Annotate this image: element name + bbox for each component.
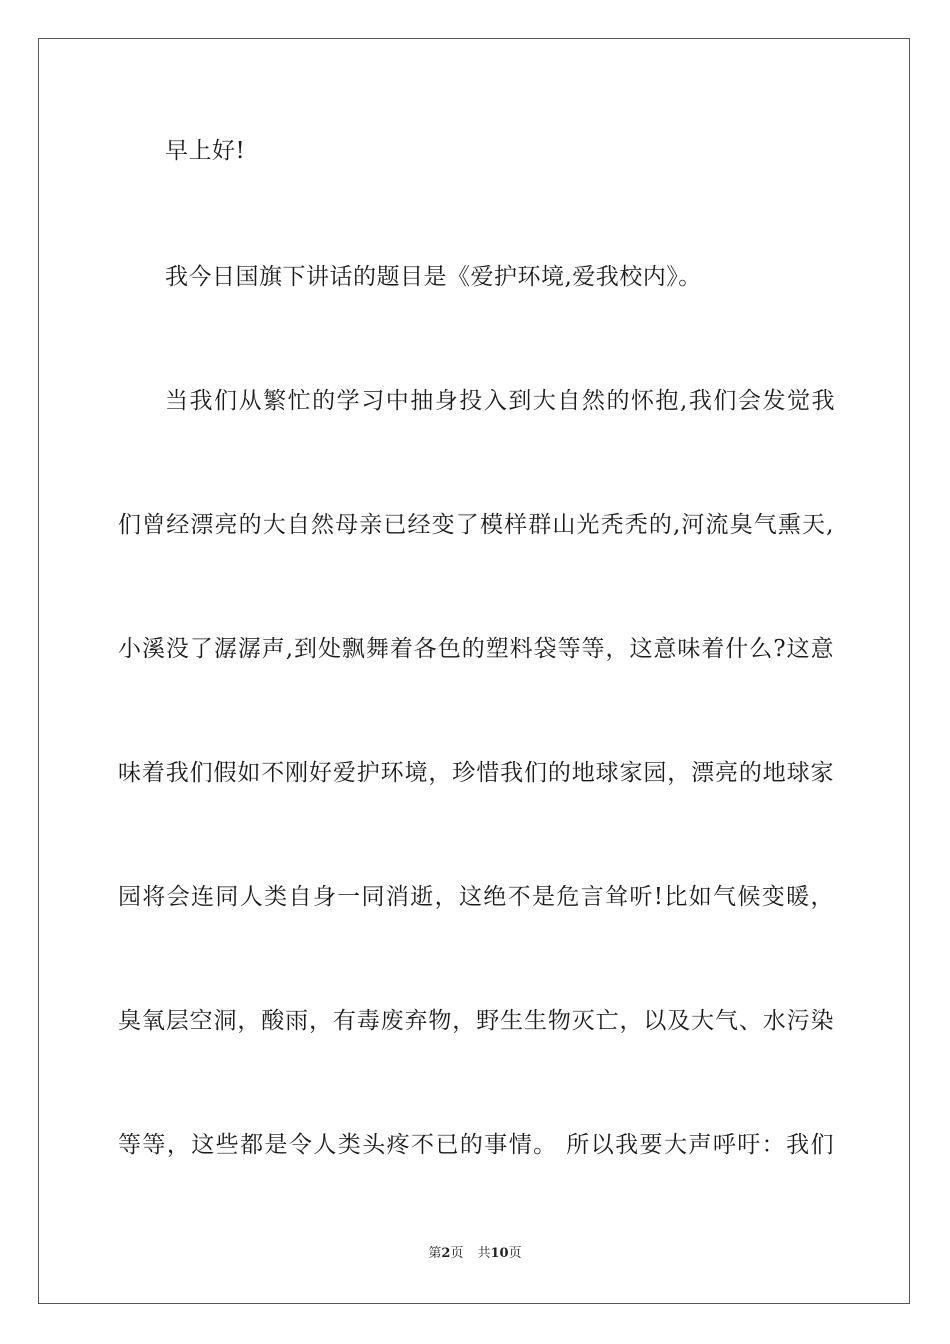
total-suffix: 页	[508, 1246, 522, 1261]
page-number: 2	[441, 1246, 451, 1261]
body-line: 园将会连同人类自身一同消逝，这绝不是危言耸听!比如气候变暖，	[118, 884, 834, 910]
greeting-paragraph: 早上好!	[165, 138, 246, 164]
body-line: 等等，这些都是令人类头疼不已的事情。 所以我要大声呼吁：我们	[118, 1132, 834, 1158]
body-line: 们曾经漂亮的大自然母亲已经变了模样群山光秃秃的,河流臭气熏天,	[118, 512, 834, 538]
total-prefix: 共	[477, 1246, 491, 1261]
page-prefix: 第	[428, 1246, 442, 1261]
body-line: 小溪没了潺潺声,到处飘舞着各色的塑料袋等等，这意味着什么?这意	[118, 636, 834, 662]
topic-paragraph: 我今日国旗下讲话的题目是《爱护环境,爱我校内》。	[165, 264, 702, 290]
body-line: 味着我们假如不刚好爱护环境，珍惜我们的地球家园，漂亮的地球家	[118, 760, 834, 786]
body-line: 当我们从繁忙的学习中抽身投入到大自然的怀抱,我们会发觉我	[165, 388, 835, 414]
page-footer	[0, 1245, 950, 1263]
body-line: 臭氧层空洞，酸雨，有毒废弃物，野生生物灭亡，以及大气、水污染	[118, 1008, 834, 1034]
total-pages: 10	[490, 1246, 509, 1261]
page-suffix: 页	[450, 1246, 464, 1261]
page-border	[38, 38, 910, 1304]
